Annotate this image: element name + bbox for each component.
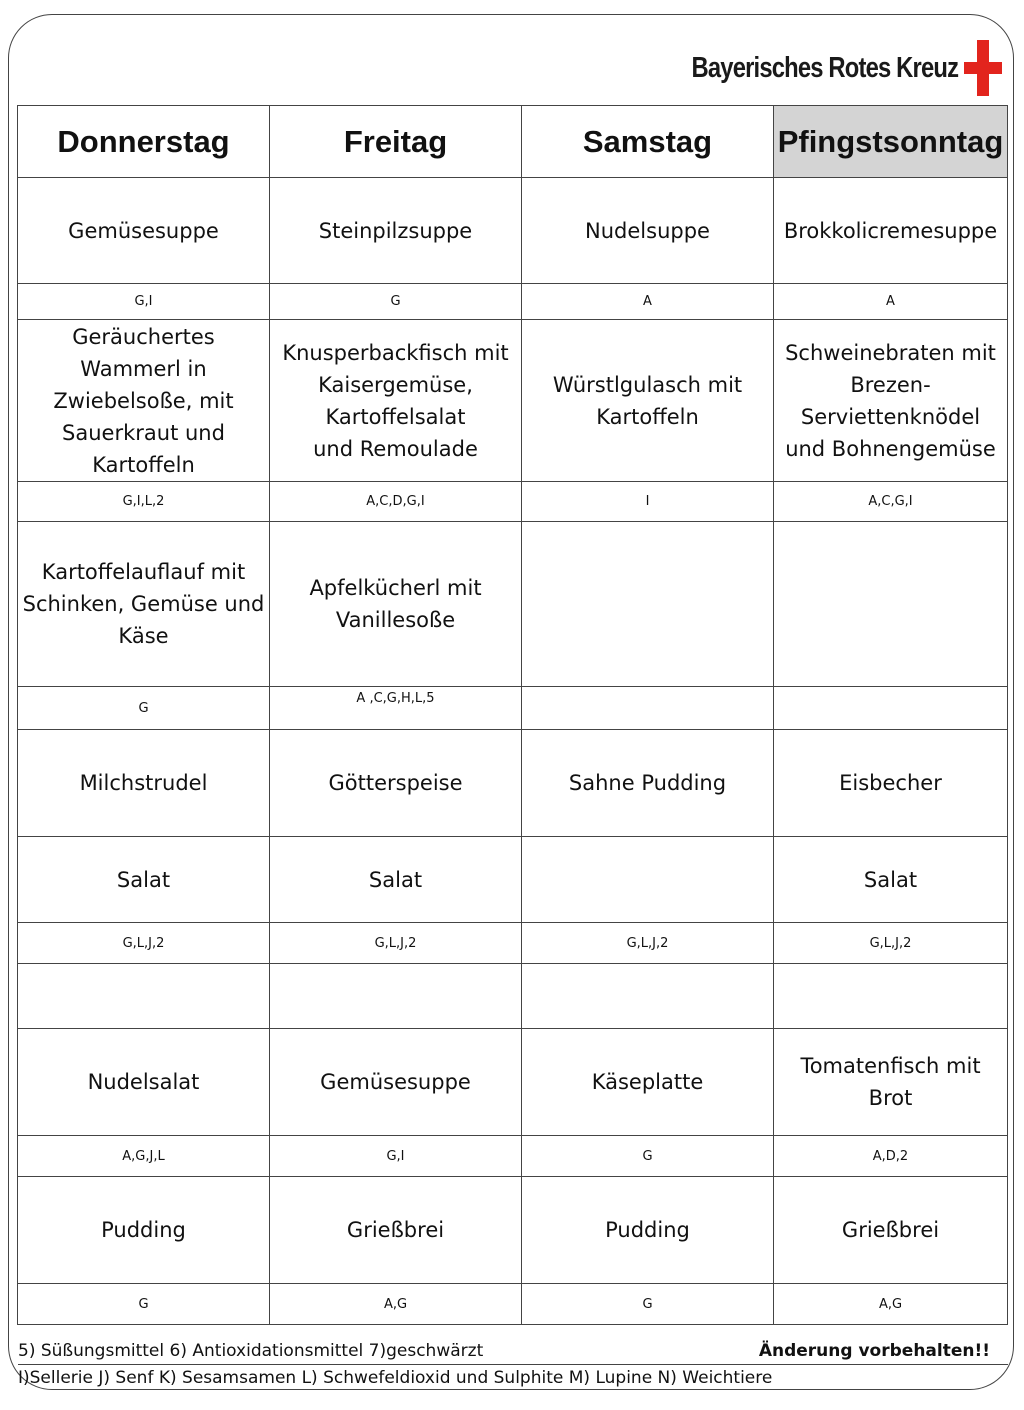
allergen-cell: G,L,J,2 — [18, 923, 270, 964]
allergen-cell: G,L,J,2 — [774, 923, 1008, 964]
menu-table — [17, 105, 1008, 1325]
dish-cell: Nudelsalat — [18, 1029, 270, 1136]
red-cross-icon — [964, 40, 1002, 96]
allergen-cell — [774, 687, 1008, 730]
dish-cell — [270, 964, 522, 1029]
logo-text: Bayerisches Rotes Kreuz — [691, 51, 958, 84]
allergen-row — [18, 687, 1008, 730]
dish-cell: Schweinebraten mit Brezen- Serviettenknödel und Bohnengemüse — [774, 320, 1008, 482]
allergen-cell: A,C,G,I — [774, 482, 1008, 522]
allergen-row — [18, 1284, 1008, 1325]
dish-cell: Sahne Pudding — [522, 730, 774, 837]
dish-cell: Gemüsesuppe — [270, 1029, 522, 1136]
dish-cell: Pudding — [522, 1177, 774, 1284]
dish-cell — [774, 522, 1008, 687]
allergen-cell: G — [522, 1284, 774, 1325]
dish-cell: Grießbrei — [270, 1177, 522, 1284]
allergen-cell: A ,C,G,H,L,5 — [270, 687, 522, 730]
footer-divider — [18, 1364, 1008, 1365]
allergen-cell: G,L,J,2 — [270, 923, 522, 964]
allergen-cell: I — [522, 482, 774, 522]
dish-cell: Pudding — [18, 1177, 270, 1284]
dish-cell: Kartoffelauflauf mit Schinken, Gemüse und Käse — [18, 522, 270, 687]
dish-row — [18, 837, 1008, 923]
change-notice: Änderung vorbehalten!! — [758, 1341, 990, 1361]
allergen-cell: G,L,J,2 — [522, 923, 774, 964]
dish-row — [18, 730, 1008, 837]
dish-row — [18, 178, 1008, 284]
allergen-cell: A,D,2 — [774, 1136, 1008, 1177]
day-header: Donnerstag — [18, 106, 270, 178]
allergen-cell: G,I,L,2 — [18, 482, 270, 522]
dish-cell: Gemüsesuppe — [18, 178, 270, 284]
header-row — [18, 106, 1008, 178]
dish-cell: Käseplatte — [522, 1029, 774, 1136]
additive-legend: 5) Süßungsmittel 6) Antioxidationsmittel 7)geschwärzt — [18, 1341, 484, 1361]
dish-cell: Salat — [774, 837, 1008, 923]
allergen-cell: G,I — [270, 1136, 522, 1177]
allergen-cell: G — [18, 687, 270, 730]
dish-cell: Grießbrei — [774, 1177, 1008, 1284]
dish-cell: Brokkolicremesuppe — [774, 178, 1008, 284]
allergen-legend: I)Sellerie J) Senf K) Sesamsamen L) Schwefeldioxid und Sulphite M) Lupine N) Weichtiere — [18, 1368, 773, 1388]
dish-cell — [522, 837, 774, 923]
menu-body — [18, 178, 1008, 1325]
dish-cell — [774, 964, 1008, 1029]
dish-row — [18, 964, 1008, 1029]
dish-cell: Würstlgulasch mit Kartoffeln — [522, 320, 774, 482]
dish-row — [18, 522, 1008, 687]
dish-cell: Steinpilzsuppe — [270, 178, 522, 284]
allergen-cell: A,G,J,L — [18, 1136, 270, 1177]
allergen-cell: A — [522, 284, 774, 320]
dish-cell — [522, 522, 774, 687]
dish-cell: Milchstrudel — [18, 730, 270, 837]
allergen-row — [18, 284, 1008, 320]
dish-cell: Apfelkücherl mit Vanillesoße — [270, 522, 522, 687]
dish-cell: Eisbecher — [774, 730, 1008, 837]
allergen-cell: A — [774, 284, 1008, 320]
allergen-cell: G — [522, 1136, 774, 1177]
footer-line-1 — [18, 1341, 990, 1361]
allergen-cell — [522, 687, 774, 730]
allergen-row — [18, 923, 1008, 964]
dish-cell — [18, 964, 270, 1029]
allergen-cell: A,G — [270, 1284, 522, 1325]
dish-row — [18, 1177, 1008, 1284]
dish-cell: Salat — [270, 837, 522, 923]
dish-row — [18, 1029, 1008, 1136]
dish-cell: Götterspeise — [270, 730, 522, 837]
allergen-cell: A,C,D,G,I — [270, 482, 522, 522]
allergen-row — [18, 1136, 1008, 1177]
dish-cell — [522, 964, 774, 1029]
dish-cell: Nudelsuppe — [522, 178, 774, 284]
allergen-cell: G,I — [18, 284, 270, 320]
allergen-cell: A,G — [774, 1284, 1008, 1325]
day-header: Freitag — [270, 106, 522, 178]
dish-cell: Geräuchertes Wammerl in Zwiebelsoße, mit Sauerkraut und Kartoffeln — [18, 320, 270, 482]
dish-cell: Salat — [18, 837, 270, 923]
day-header-highlighted: Pfingstsonntag — [774, 106, 1008, 178]
dish-cell: Knusperbackfisch mit Kaisergemüse, Kartoffelsalat und Remoulade — [270, 320, 522, 482]
dish-row — [18, 320, 1008, 482]
allergen-row — [18, 482, 1008, 522]
day-header: Samstag — [522, 106, 774, 178]
allergen-cell: G — [18, 1284, 270, 1325]
allergen-cell: G — [270, 284, 522, 320]
brk-logo — [633, 38, 1002, 98]
dish-cell: Tomatenfisch mit Brot — [774, 1029, 1008, 1136]
